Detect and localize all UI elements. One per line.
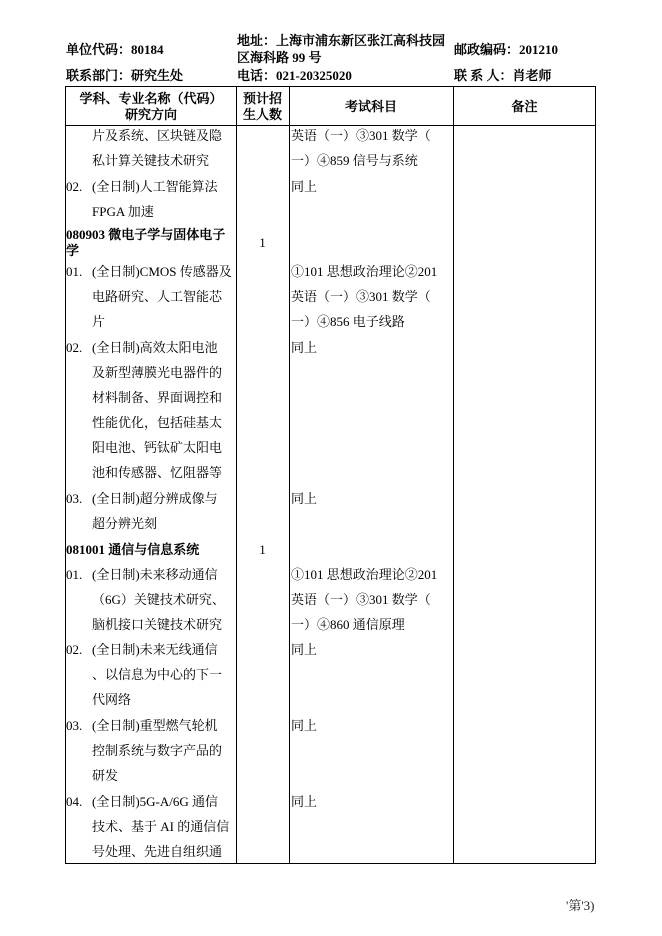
phone-number: 电话：021-20325020 bbox=[237, 68, 352, 83]
direction-text: (全日制)人工智能算法 bbox=[92, 179, 218, 194]
direction-text: 超分辨光刻 bbox=[92, 516, 158, 531]
direction-text: (全日制)超分辨成像与 bbox=[92, 491, 218, 506]
direction-text: (全日制)5G-A/6G 通信 bbox=[92, 794, 219, 809]
column-header-major bbox=[66, 87, 236, 126]
direction-number: 04. bbox=[66, 794, 83, 809]
direction-text: 脑机接口关键技术研究 bbox=[92, 617, 223, 632]
direction-text: (全日制)未来无线通信 bbox=[92, 642, 218, 657]
exam-text: 英语（一）③301 数学（ bbox=[291, 592, 431, 607]
direction-text: 代网络 bbox=[92, 692, 132, 707]
header-text: 学科、专业名称（代码） bbox=[79, 90, 223, 106]
direction-number: 02. bbox=[66, 179, 83, 194]
direction-text: 私计算关键技术研究 bbox=[92, 153, 210, 168]
exam-text: 一）④856 电子线路 bbox=[291, 314, 405, 329]
direction-text: 号处理、先进自组织通 bbox=[92, 844, 223, 859]
direction-text: 阳电池、钙钛矿太阳电 bbox=[92, 440, 223, 455]
exam-text: 同上 bbox=[291, 340, 318, 355]
major-name: 学 bbox=[66, 243, 80, 258]
direction-text: (全日制)CMOS 传感器及 bbox=[92, 264, 232, 279]
contact-person: 联 系 人：肖老师 bbox=[454, 68, 552, 83]
direction-text: 及新型薄膜光电器件的 bbox=[92, 365, 223, 380]
exam-text: 一）④859 信号与系统 bbox=[291, 153, 418, 168]
direction-text: 技术、基于 AI 的通信信 bbox=[92, 819, 230, 834]
direction-text: (全日制)未来移动通信 bbox=[92, 567, 218, 582]
direction-text: 控制系统与数字产品的 bbox=[92, 743, 223, 758]
exam-text: 一）④860 通信原理 bbox=[291, 617, 405, 632]
contact-department: 联系部门：研究生处 bbox=[66, 68, 184, 83]
exam-text: 同上 bbox=[291, 642, 318, 657]
unit-code: 单位代码：80184 bbox=[66, 42, 164, 57]
exam-text: 同上 bbox=[291, 718, 318, 733]
direction-number: 03. bbox=[66, 491, 83, 506]
direction-text: 材料制备、界面调控和 bbox=[92, 390, 223, 405]
header-text: 预计招 bbox=[242, 90, 282, 106]
page-number: '第'3) bbox=[566, 898, 595, 913]
header-text: 考试科目 bbox=[344, 98, 397, 114]
postal-code: 邮政编码：201210 bbox=[454, 42, 559, 57]
header-text: 生人数 bbox=[242, 106, 282, 122]
exam-text: 同上 bbox=[291, 179, 318, 194]
direction-number: 01. bbox=[66, 264, 83, 279]
exam-text: 英语（一）③301 数学（ bbox=[291, 289, 431, 304]
direction-text: (全日制)重型燃气轮机 bbox=[92, 718, 218, 733]
direction-text: （6G）关键技术研究、 bbox=[92, 592, 225, 607]
column-header-exam bbox=[289, 87, 453, 126]
major-name: 081001 通信与信息系统 bbox=[66, 542, 200, 557]
direction-text: 性能优化，包括硅基太 bbox=[92, 415, 223, 430]
enrollment-count: 1 bbox=[259, 235, 266, 250]
exam-text: 同上 bbox=[291, 491, 318, 506]
header-text: 研究方向 bbox=[124, 106, 177, 122]
exam-text: 英语（一）③301 数学（ bbox=[291, 128, 431, 143]
column-header-count bbox=[236, 87, 289, 126]
column-divider bbox=[289, 87, 290, 863]
direction-number: 03. bbox=[66, 718, 83, 733]
exam-text: 同上 bbox=[291, 794, 318, 809]
direction-number: 01. bbox=[66, 567, 83, 582]
direction-text: 片及系统、区块链及隐 bbox=[92, 128, 223, 143]
direction-text: 、以信息为中心的下一 bbox=[92, 667, 223, 682]
exam-text: ①101 思想政治理论②201 bbox=[291, 264, 438, 279]
direction-text: 电路研究、人工智能芯 bbox=[92, 289, 223, 304]
header-text: 备注 bbox=[511, 98, 538, 114]
address-line2: 区海科路 99 号 bbox=[237, 50, 322, 65]
exam-text: ①101 思想政治理论②201 bbox=[291, 567, 438, 582]
direction-number: 02. bbox=[66, 340, 83, 355]
direction-text: 研发 bbox=[92, 768, 119, 783]
direction-number: 02. bbox=[66, 642, 83, 657]
column-divider bbox=[236, 87, 237, 863]
direction-text: (全日制)高效太阳电池 bbox=[92, 340, 218, 355]
major-name: 080903 微电子学与固体电子 bbox=[66, 227, 226, 242]
column-header-notes bbox=[453, 87, 596, 126]
column-divider bbox=[453, 87, 454, 863]
direction-text: 片 bbox=[92, 314, 106, 329]
direction-text: 池和传感器、忆阻器等 bbox=[92, 465, 223, 480]
address-line1: 地址：上海市浦东新区张江高科技园 bbox=[237, 33, 446, 48]
direction-text: FPGA 加速 bbox=[92, 204, 154, 219]
enrollment-count: 1 bbox=[259, 542, 266, 557]
